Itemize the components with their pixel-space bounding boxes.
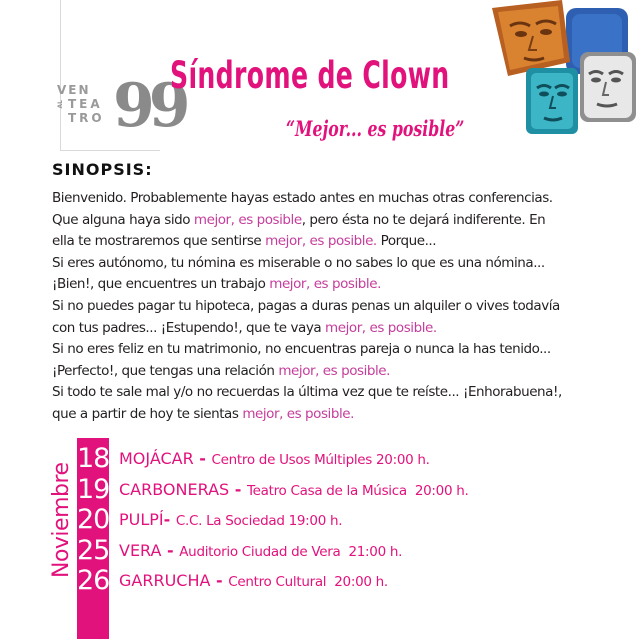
- highlight-text: mejor, es posible: [193, 211, 302, 228]
- page-title: Síndrome de Clown: [170, 54, 450, 97]
- highlight-text: mejor, es posible.: [269, 276, 381, 293]
- synopsis-line: [52, 382, 632, 404]
- highlight-text: mejor, es posible.: [242, 405, 354, 422]
- event-day: 26: [77, 565, 110, 596]
- event-row: [119, 536, 402, 566]
- event-town: CARBONERAS: [119, 479, 230, 499]
- synopsis-line: [52, 210, 632, 232]
- event-day: 18: [77, 443, 110, 474]
- event-venue: Auditorio Ciudad de Vera 21:00 h.: [179, 543, 403, 560]
- event-venue: Centro de Usos Múltiples 20:00 h.: [211, 452, 430, 468]
- synopsis-body: [52, 188, 632, 426]
- highlight-text: mejor, es posible.: [278, 362, 391, 379]
- page-subtitle: “Mejor... es posible”: [286, 116, 465, 141]
- synopsis-text: Si eres autónomo, tu nómina es miserable o no sabes lo que es una nómina...: [52, 254, 545, 271]
- synopsis-text: Bienvenido. Probablemente hayas estado antes en muchas otras conferencias.: [52, 190, 553, 206]
- event-venue: Teatro Casa de la Música 20:00 h.: [246, 482, 469, 499]
- clown-masks-illustration: [488, 0, 639, 140]
- synopsis-text: Si no puedes pagar tu hipoteca, pagas a duras penas un alquiler o vives todavía: [52, 297, 560, 314]
- event-separator: -: [193, 449, 212, 468]
- teal-mask: [526, 68, 578, 134]
- divider-line: [60, 150, 160, 151]
- event-separator: -: [161, 540, 180, 560]
- synopsis-text: Si no eres feliz en tu matrimonio, no encuentras pareja o nunca la has tenido...: [52, 341, 551, 358]
- logo-text: TRO: [68, 111, 105, 125]
- synopsis-text: Si todo te sale mal y/o no recuerdas la última vez que te reíste... ¡Enhorabuena!,: [52, 384, 562, 401]
- month-label: Noviembre: [49, 462, 74, 578]
- synopsis-line: [52, 274, 632, 296]
- logo-quote-mark: 99: [113, 71, 185, 141]
- synopsis-heading: SINOPSIS:: [52, 160, 153, 179]
- event-town: VERA: [119, 540, 162, 560]
- event-row: [119, 566, 388, 596]
- highlight-text: mejor, es posible.: [325, 319, 437, 336]
- event-row: [119, 505, 342, 535]
- event-day: 20: [77, 504, 110, 535]
- logo-text: VEN: [57, 83, 91, 97]
- event-town: MOJÁCAR: [119, 449, 194, 468]
- event-town: GARRUCHA: [119, 571, 211, 590]
- event-day: 19: [77, 473, 110, 505]
- logo-text: TEA: [68, 97, 103, 111]
- synopsis-line: [52, 361, 632, 383]
- synopsis-text: ¡Perfecto!, que tengas una relación: [52, 362, 279, 379]
- highlight-text: mejor, es posible.: [265, 233, 377, 250]
- synopsis-line: [52, 296, 632, 318]
- event-venue: Centro Cultural 20:00 h.: [228, 574, 388, 590]
- synopsis-text: , pero ésta no te dejará indiferente. En: [301, 211, 546, 228]
- event-row: [119, 444, 430, 474]
- event-venue: C.C. La Sociedad 19:00 h.: [175, 513, 343, 529]
- event-town: PULPÍ: [119, 510, 164, 529]
- synopsis-text: Que alguna haya sido: [52, 211, 194, 228]
- synopsis-text: con tus padres... ¡Estupendo!, que te vaya: [52, 319, 326, 336]
- synopsis-line: [52, 253, 632, 275]
- synopsis-line: [52, 188, 632, 210]
- theatre-logo: [57, 71, 185, 141]
- event-separator: -: [229, 479, 247, 499]
- event-day: 25: [77, 534, 110, 566]
- synopsis-text: ella te mostraremos que sentirse: [52, 233, 266, 250]
- event-separator: -: [210, 571, 229, 590]
- synopsis-line: [52, 404, 632, 426]
- event-row: [119, 475, 468, 505]
- orange-mask: [492, 0, 570, 76]
- white-mask: [580, 52, 636, 122]
- synopsis-line: [52, 339, 632, 361]
- synopsis-line: [52, 231, 632, 253]
- event-separator: -: [163, 510, 176, 529]
- logo-text: AL: [57, 100, 64, 109]
- synopsis-line: [52, 318, 632, 340]
- synopsis-text: ¡Bien!, que encuentres un trabajo: [52, 276, 270, 293]
- synopsis-text: Porque...: [376, 233, 437, 250]
- synopsis-text: que a partir de hoy te sientas: [52, 405, 243, 422]
